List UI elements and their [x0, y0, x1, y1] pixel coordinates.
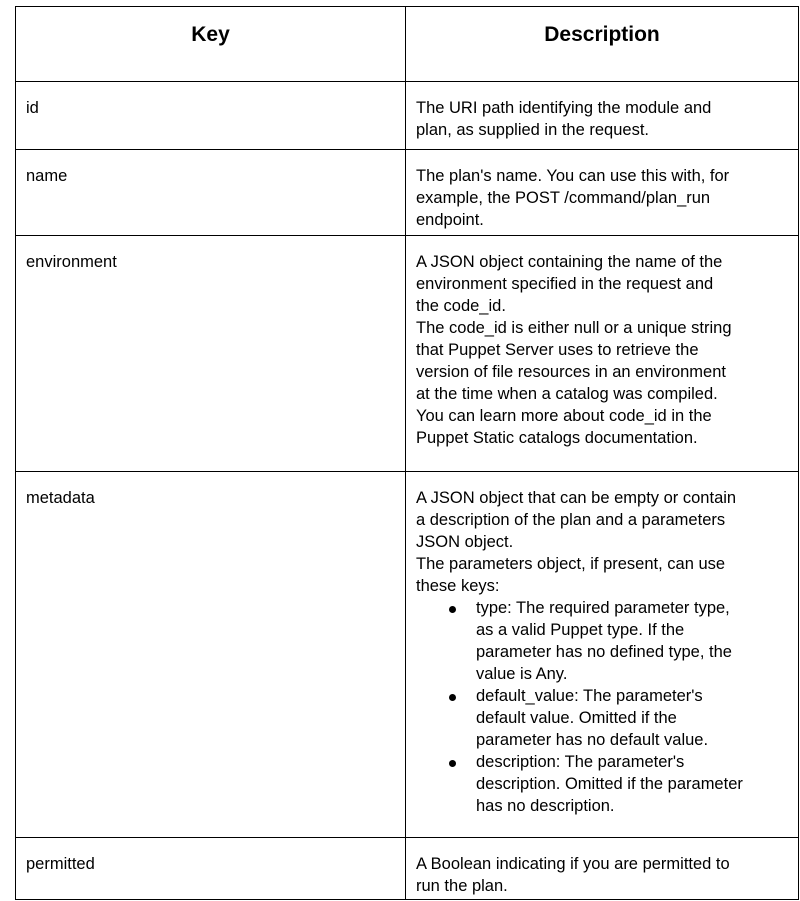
- header-description: Description: [544, 23, 660, 46]
- list-item: description: The parameter's description. Omitted if the parameter has no description.: [416, 751, 791, 817]
- bullet-icon: [449, 606, 456, 613]
- table-row: [16, 81, 798, 149]
- list-item: type: The required parameter type, as a valid Puppet type. If the parameter has no defined type, the value is Any.: [416, 597, 791, 685]
- table-row: [16, 235, 798, 471]
- table-header-row: [16, 7, 798, 81]
- bullet-icon: [449, 760, 456, 767]
- row-key: id: [26, 99, 39, 117]
- row-key: environment: [26, 253, 117, 271]
- row-description: The URI path identifying the module and plan, as supplied in the request.: [416, 99, 712, 139]
- bullet-icon: [449, 694, 456, 701]
- row-description: A JSON object containing the name of the environment specified in the request and the code_id. The code_id is either null or a unique string that Puppet Server uses to retrieve the version of file resources in an environment at the time when a catalog was compiled. You can learn more about code_id in the Puppet Static catalogs documentation.: [416, 253, 732, 447]
- list-item: default_value: The parameter's default value. Omitted if the parameter has no default value.: [416, 685, 791, 751]
- header-key: Key: [191, 23, 230, 46]
- table-row: [16, 149, 798, 235]
- row-key: name: [26, 167, 68, 185]
- row-key: metadata: [26, 489, 95, 507]
- row-description: The plan's name. You can use this with, for example, the POST /command/plan_run endpoint.: [416, 167, 730, 229]
- keys-table: [15, 6, 799, 900]
- row-key: permitted: [26, 855, 95, 873]
- row-description: A Boolean indicating if you are permitted to run the plan.: [416, 855, 730, 895]
- table-row: [16, 471, 798, 837]
- parameter-keys-list: [416, 597, 791, 817]
- row-description: A JSON object that can be empty or contain a description of the plan and a parameters JSON object. The parameters object, if present, can use these keys: type: The required parameter type, as a valid Puppet type. If the parameter has no defined type, the value is Any. default_value: The parameter's default value. Omitted if the parameter has no default value. description: The parameter's description. Omitted if the parameter has no description.: [416, 487, 791, 817]
- table-row: [16, 837, 798, 899]
